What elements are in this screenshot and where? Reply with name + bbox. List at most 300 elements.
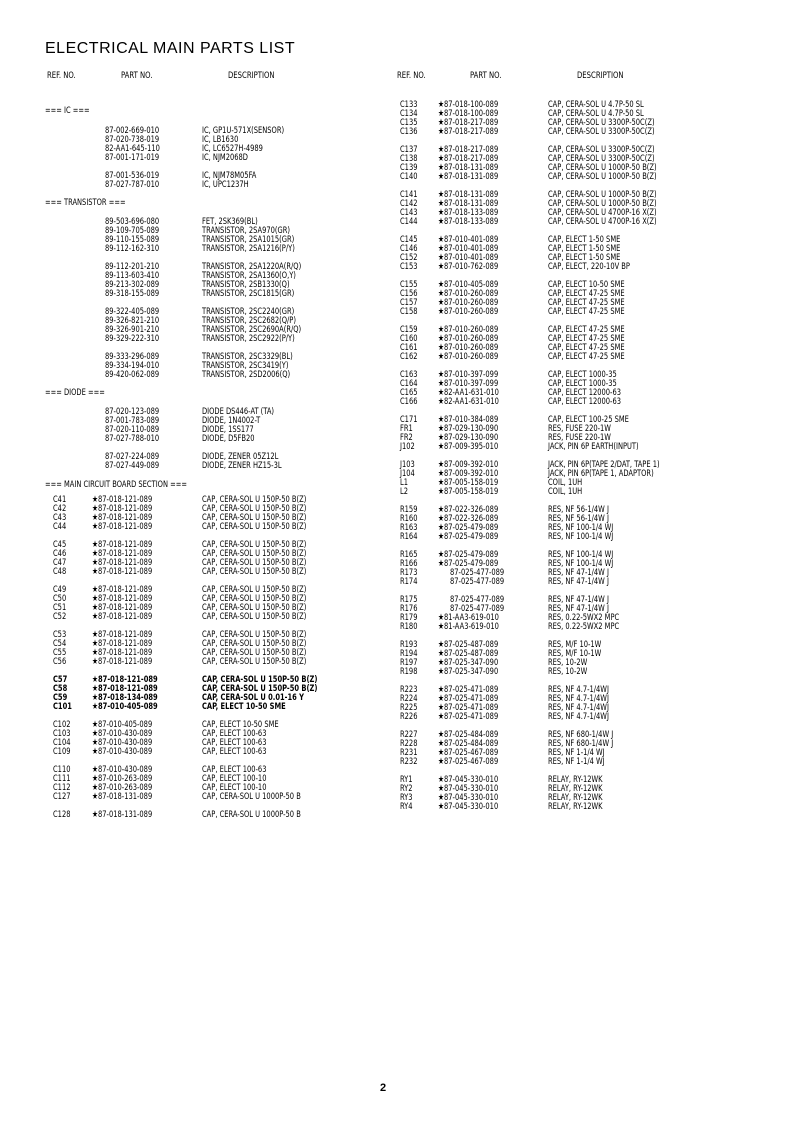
ref-no-cell: R160 xyxy=(400,514,418,524)
part-no-cell: ★87-045-330-010 xyxy=(438,793,499,803)
part-no-cell: ★87-025-467-089 xyxy=(438,757,499,767)
part-no-cell: 87-027-449-089 xyxy=(105,461,160,471)
table-row xyxy=(397,488,787,497)
ref-no-cell: R197 xyxy=(400,658,418,668)
table-row xyxy=(45,703,435,712)
description-cell: RES, NF 680-1/4W J xyxy=(548,730,614,740)
ref-no-cell: R166 xyxy=(400,559,418,569)
ref-no-cell: R165 xyxy=(400,550,418,560)
description-cell: CAP, ELECT 10-50 SME xyxy=(202,702,286,712)
part-no-cell: ★87-018-100-089 xyxy=(438,100,499,110)
part-no-cell: ★87-025-479-089 xyxy=(438,559,499,569)
part-no-cell: ★87-025-471-089 xyxy=(438,703,499,713)
description-cell: RES, NF 4.7-1/4WJ xyxy=(548,712,609,722)
description-cell: CAP, CERA-SOL U 150P-50 B(Z) xyxy=(202,639,307,649)
part-no-cell: ★87-010-405-089 xyxy=(438,280,499,290)
description-cell: TRANSISTOR, 2SA1216(P/Y) xyxy=(202,244,295,254)
part-no-cell: ★87-010-260-089 xyxy=(438,352,499,362)
description-cell: TRANSISTOR, 2SA1360(O,Y) xyxy=(202,271,296,281)
description-cell: CAP, CERA-SOL U 3300P-50C(Z) xyxy=(548,127,655,137)
ref-no-cell: R174 xyxy=(400,577,418,587)
part-no-cell: ★87-025-487-089 xyxy=(438,649,499,659)
header-description: DESCRIPTION xyxy=(228,71,275,81)
part-no-cell: ★87-018-133-089 xyxy=(438,208,499,218)
description-cell: RES, NF 1-1/4 WJ xyxy=(548,748,605,758)
part-no-cell: 89-322-405-089 xyxy=(105,307,160,317)
column-header xyxy=(45,71,435,85)
description-cell: RES, NF 1-1/4 WJ xyxy=(548,757,605,767)
table-row xyxy=(397,758,787,767)
part-no-cell: ★87-018-121-089 xyxy=(92,549,153,559)
description-cell: RES, NF 47-1/4W J xyxy=(548,595,609,605)
table-row xyxy=(397,263,787,272)
section-heading xyxy=(45,389,435,398)
part-no-cell: ★87-010-260-089 xyxy=(438,307,499,317)
part-no-cell: ★87-009-392-010 xyxy=(438,469,499,479)
part-no-cell: ★87-018-131-089 xyxy=(438,199,499,209)
description-cell: CAP, ELECT 10-50 SME xyxy=(202,720,279,730)
ref-no-cell: C103 xyxy=(53,729,71,739)
parts-rows-right xyxy=(397,85,787,812)
table-row xyxy=(397,623,787,632)
part-no-cell: ★87-010-430-089 xyxy=(92,729,153,739)
ref-no-cell: C50 xyxy=(53,594,67,604)
description-cell: CAP, ELECT 12000-63 xyxy=(548,388,622,398)
ref-no-cell: C112 xyxy=(53,783,71,793)
description-cell: CAP, CERA-SOL U 150P-50 B(Z) xyxy=(202,558,307,568)
part-no-cell: 89-326-901-210 xyxy=(105,325,160,335)
description-cell: RES, NF 47-1/4W J xyxy=(548,577,609,587)
ref-no-cell: C171 xyxy=(400,415,418,425)
ref-no-cell: C54 xyxy=(53,639,67,649)
table-row xyxy=(45,793,435,802)
part-no-cell: ★87-025-347-090 xyxy=(438,658,499,668)
description-cell: RES, FUSE 220-1W xyxy=(548,424,611,434)
part-no-cell: ★87-010-397-099 xyxy=(438,370,499,380)
ref-no-cell: R175 xyxy=(400,595,418,605)
ref-no-cell: C162 xyxy=(400,352,418,362)
ref-no-cell: C156 xyxy=(400,289,418,299)
description-cell: CAP, CERA-SOL U 4700P-16 X(Z) xyxy=(548,208,657,218)
part-no-cell: ★87-010-260-089 xyxy=(438,298,499,308)
part-no-cell: 89-318-155-089 xyxy=(105,289,160,299)
ref-no-cell: C165 xyxy=(400,388,418,398)
description-cell: CAP, ELECT 100-63 xyxy=(202,729,267,739)
ref-no-cell: C134 xyxy=(400,109,418,119)
table-row xyxy=(45,127,435,136)
parts-rows-left xyxy=(45,85,435,820)
description-cell: CAP, CERA-SOL U 150P-50 B(Z) xyxy=(202,684,318,694)
description-cell: RES, NF 47-1/4W J xyxy=(548,604,609,614)
description-cell: CAP, CERA-SOL U 4700P-16 X(Z) xyxy=(548,217,657,227)
description-cell: CAP, CERA-SOL U 1000P-50 B(Z) xyxy=(548,172,657,182)
part-no-cell: ★87-018-121-089 xyxy=(92,630,153,640)
description-cell: RELAY, RY-12WK xyxy=(548,802,603,812)
part-no-cell: ★82-AA1-631-010 xyxy=(438,397,499,407)
description-cell: COIL, 1UH xyxy=(548,487,583,497)
description-cell: CAP, CERA-SOL U 4.7P-50 SL xyxy=(548,100,644,110)
part-no-cell: 89-213-302-089 xyxy=(105,280,160,290)
description-cell: DIODE, ZENER HZ15-3L xyxy=(202,461,282,471)
part-no-cell: 89-109-705-089 xyxy=(105,226,160,236)
part-no-cell: 89-113-603-410 xyxy=(105,271,160,281)
part-no-cell: 87-001-171-019 xyxy=(105,153,160,163)
part-no-cell: ★87-018-121-089 xyxy=(92,513,153,523)
section-heading-text: === MAIN CIRCUIT BOARD SECTION === xyxy=(45,480,187,490)
description-cell: RELAY, RY-12WK xyxy=(548,775,603,785)
description-cell: CAP, CERA-SOL U 3300P-50C(Z) xyxy=(548,154,655,164)
table-row xyxy=(45,181,435,190)
description-cell: CAP, ELECT 47-25 SME xyxy=(548,343,625,353)
description-cell: RES, M/F 10-1W xyxy=(548,640,602,650)
part-no-cell: ★87-018-121-089 xyxy=(92,612,153,622)
part-no-cell: ★87-018-100-089 xyxy=(438,109,499,119)
table-row xyxy=(45,335,435,344)
description-cell: CAP, CERA-SOL U 150P-50 B(Z) xyxy=(202,657,307,667)
part-no-cell: ★87-018-217-089 xyxy=(438,154,499,164)
description-cell: CAP, ELECT 100-10 xyxy=(202,783,267,793)
section-heading-text: === DIODE === xyxy=(45,388,105,398)
description-cell: RES, M/F 10-1W xyxy=(548,649,602,659)
part-no-cell: 87-020-110-089 xyxy=(105,425,160,435)
description-cell: CAP, ELECT 1000-35 xyxy=(548,370,617,380)
description-cell: IC, LB1630 xyxy=(202,135,239,145)
description-cell: COIL, 1UH xyxy=(548,478,583,488)
part-no-cell: 87-002-669-010 xyxy=(105,126,160,136)
part-no-cell: ★87-025-347-090 xyxy=(438,667,499,677)
part-no-cell: 87-020-738-019 xyxy=(105,135,160,145)
part-no-cell: ★87-025-484-089 xyxy=(438,730,499,740)
description-cell: RES, NF 56-1/4W J xyxy=(548,505,609,515)
part-no-cell: ★87-010-263-089 xyxy=(92,774,153,784)
table-row xyxy=(397,668,787,677)
description-cell: CAP, CERA-SOL U 150P-50 B(Z) xyxy=(202,675,318,685)
description-cell: CAP, CERA-SOL U 150P-50 B(Z) xyxy=(202,612,307,622)
part-no-cell: ★87-010-260-089 xyxy=(438,325,499,335)
section-heading-text: === IC === xyxy=(45,106,90,116)
part-no-cell: ★87-025-484-089 xyxy=(438,739,499,749)
description-cell: IC, NJM78M05FA xyxy=(202,171,257,181)
part-no-cell: ★87-025-479-089 xyxy=(438,523,499,533)
description-cell: CAP, CERA-SOL U 1000P-50 B(Z) xyxy=(548,163,657,173)
description-cell: RES, NF 4.7-1/4WJ xyxy=(548,703,609,713)
description-cell: RES, NF 100-1/4 WJ xyxy=(548,523,614,533)
description-cell: CAP, CERA-SOL U 1000P-50 B xyxy=(202,792,301,802)
description-cell: TRANSISTOR, 2SC2690A(R/Q) xyxy=(202,325,302,335)
description-cell: JACK, PIN 6P EARTH(INPUT) xyxy=(548,442,639,452)
part-no-cell: ★87-018-121-089 xyxy=(92,567,153,577)
description-cell: TRANSISTOR, 2SC3419(Y) xyxy=(202,361,289,371)
ref-no-cell: C160 xyxy=(400,334,418,344)
ref-no-cell: C111 xyxy=(53,774,71,784)
part-no-cell: ★87-018-134-089 xyxy=(92,693,158,703)
table-row xyxy=(397,173,787,182)
ref-no-cell: R163 xyxy=(400,523,418,533)
ref-no-cell: C58 xyxy=(53,684,68,694)
ref-no-cell: RY2 xyxy=(400,784,413,794)
ref-no-cell: R198 xyxy=(400,667,418,677)
ref-no-cell: C153 xyxy=(400,262,418,272)
description-cell: CAP, CERA-SOL U 150P-50 B(Z) xyxy=(202,540,307,550)
table-row xyxy=(397,218,787,227)
ref-no-cell: C53 xyxy=(53,630,67,640)
page-title: ELECTRICAL MAIN PARTS LIST xyxy=(45,40,296,57)
ref-no-cell: C55 xyxy=(53,648,67,658)
part-no-cell: ★87-018-121-089 xyxy=(92,639,153,649)
ref-no-cell: C43 xyxy=(53,513,67,523)
part-no-cell: 89-112-162-310 xyxy=(105,244,160,254)
ref-no-cell: R232 xyxy=(400,757,418,767)
ref-no-cell: C56 xyxy=(53,657,67,667)
ref-no-cell: L1 xyxy=(400,478,409,488)
table-row xyxy=(397,803,787,812)
ref-no-cell: C41 xyxy=(53,495,67,505)
ref-no-cell: C135 xyxy=(400,118,418,128)
description-cell: RES, NF 100-1/4 WJ xyxy=(548,532,614,542)
description-cell: IC, LC6527H-4989 xyxy=(202,144,263,154)
ref-no-cell: FR1 xyxy=(400,424,413,434)
part-no-cell: 87-025-477-089 xyxy=(450,577,505,587)
part-no-cell: ★87-045-330-010 xyxy=(438,775,499,785)
ref-no-cell: R227 xyxy=(400,730,418,740)
ref-no-cell: R164 xyxy=(400,532,418,542)
ref-no-cell: C133 xyxy=(400,100,418,110)
ref-no-cell: C47 xyxy=(53,558,67,568)
description-cell: FET, 2SK369(BL) xyxy=(202,217,258,227)
table-row xyxy=(397,443,787,452)
part-no-cell: 89-329-222-310 xyxy=(105,334,160,344)
part-no-cell: ★87-018-131-089 xyxy=(438,163,499,173)
ref-no-cell: R194 xyxy=(400,649,418,659)
table-row xyxy=(45,613,435,622)
ref-no-cell: R159 xyxy=(400,505,418,515)
ref-no-cell: C140 xyxy=(400,172,418,182)
header-description: DESCRIPTION xyxy=(577,71,624,81)
part-no-cell: 89-110-155-089 xyxy=(105,235,160,245)
part-no-cell: ★87-010-762-089 xyxy=(438,262,499,272)
part-no-cell: ★81-AA3-619-010 xyxy=(438,622,499,632)
part-no-cell: ★87-010-405-089 xyxy=(92,720,153,730)
part-no-cell: ★87-018-121-089 xyxy=(92,504,153,514)
part-no-cell: ★87-018-121-089 xyxy=(92,648,153,658)
table-row xyxy=(397,128,787,137)
table-row xyxy=(45,245,435,254)
description-cell: JACK, PIN 6P(TAPE 1, ADAPTOR) xyxy=(548,469,654,479)
part-no-cell: ★87-018-131-089 xyxy=(438,190,499,200)
table-row xyxy=(45,811,435,820)
part-no-cell: ★87-018-121-089 xyxy=(92,684,158,694)
part-no-cell: ★87-025-479-089 xyxy=(438,550,499,560)
description-cell: DIODE, ZENER 05Z12L xyxy=(202,452,279,462)
description-cell: TRANSISTOR, 2SA970(GR) xyxy=(202,226,291,236)
ref-no-cell: C51 xyxy=(53,603,67,613)
ref-no-cell: R224 xyxy=(400,694,418,704)
part-no-cell: 82-AA1-645-110 xyxy=(105,144,160,154)
table-row xyxy=(45,568,435,577)
part-no-cell: ★87-010-405-089 xyxy=(92,702,158,712)
ref-no-cell: J102 xyxy=(400,442,415,452)
description-cell: CAP, CERA-SOL U 150P-50 B(Z) xyxy=(202,585,307,595)
description-cell: RES, 10-2W xyxy=(548,658,588,668)
table-row xyxy=(397,353,787,362)
part-no-cell: ★87-010-401-089 xyxy=(438,253,499,263)
description-cell: DIODE, D5FB20 xyxy=(202,434,255,444)
table-row xyxy=(45,658,435,667)
description-cell: DIODE, 1SS177 xyxy=(202,425,254,435)
ref-no-cell: C128 xyxy=(53,810,71,820)
part-no-cell: ★87-010-401-089 xyxy=(438,244,499,254)
part-no-cell: 89-503-696-080 xyxy=(105,217,160,227)
ref-no-cell: J104 xyxy=(400,469,415,479)
description-cell: CAP, ELECT 47-25 SME xyxy=(548,325,625,335)
ref-no-cell: C161 xyxy=(400,343,418,353)
ref-no-cell: C101 xyxy=(53,702,72,712)
ref-no-cell: R231 xyxy=(400,748,418,758)
ref-no-cell: C164 xyxy=(400,379,418,389)
part-no-cell: ★82-AA1-631-010 xyxy=(438,388,499,398)
part-no-cell: ★87-018-217-089 xyxy=(438,145,499,155)
description-cell: CAP, CERA-SOL U 150P-50 B(Z) xyxy=(202,495,307,505)
table-row xyxy=(45,154,435,163)
part-no-cell: ★87-018-121-089 xyxy=(92,675,158,685)
description-cell: CAP, CERA-SOL U 150P-50 B(Z) xyxy=(202,549,307,559)
description-cell: CAP, CERA-SOL U 1000P-50 B xyxy=(202,810,301,820)
part-no-cell: 89-420-062-089 xyxy=(105,370,160,380)
part-no-cell: ★87-018-121-089 xyxy=(92,585,153,595)
description-cell: CAP, ELECT 1000-35 xyxy=(548,379,617,389)
description-cell: TRANSISTOR, 2SD2006(Q) xyxy=(202,370,291,380)
ref-no-cell: C146 xyxy=(400,244,418,254)
description-cell: TRANSISTOR, 2SA1015(GR) xyxy=(202,235,295,245)
ref-no-cell: C137 xyxy=(400,145,418,155)
header-ref-no: REF. NO. xyxy=(47,71,76,81)
ref-no-cell: C44 xyxy=(53,522,67,532)
part-no-cell: ★87-022-326-089 xyxy=(438,514,499,524)
description-cell: JACK, PIN 6P(TAPE 2/DAT, TAPE 1) xyxy=(548,460,660,470)
table-row xyxy=(45,523,435,532)
part-no-cell: ★87-045-330-010 xyxy=(438,802,499,812)
ref-no-cell: C143 xyxy=(400,208,418,218)
description-cell: TRANSISTOR, 2SC2922(P/Y) xyxy=(202,334,295,344)
part-no-cell: ★87-022-326-089 xyxy=(438,505,499,515)
ref-no-cell: C127 xyxy=(53,792,71,802)
description-cell: RES, NF 100-1/4 WJ xyxy=(548,559,614,569)
part-no-cell: ★87-018-217-089 xyxy=(438,118,499,128)
description-cell: TRANSISTOR, 2SA1220A(R/Q) xyxy=(202,262,302,272)
part-no-cell: ★87-018-121-089 xyxy=(92,495,153,505)
part-no-cell: ★87-018-133-089 xyxy=(438,217,499,227)
description-cell: CAP, ELECT 47-25 SME xyxy=(548,352,625,362)
part-no-cell: ★87-018-131-089 xyxy=(438,172,499,182)
ref-no-cell: R223 xyxy=(400,685,418,695)
ref-no-cell: RY1 xyxy=(400,775,413,785)
header-part-no: PART NO. xyxy=(121,71,153,81)
part-no-cell: ★87-018-121-089 xyxy=(92,603,153,613)
description-cell: RES, 0.22-5WX2 MPC xyxy=(548,622,620,632)
ref-no-cell: C152 xyxy=(400,253,418,263)
table-row xyxy=(397,398,787,407)
description-cell: RES, NF 680-1/4W J xyxy=(548,739,614,749)
part-no-cell: ★87-010-263-089 xyxy=(92,783,153,793)
part-no-cell: ★81-AA3-619-010 xyxy=(438,613,499,623)
description-cell: TRANSISTOR, 2SC2682(Q/P) xyxy=(202,316,296,326)
part-no-cell: ★87-010-430-089 xyxy=(92,765,153,775)
part-no-cell: ★87-029-130-090 xyxy=(438,424,499,434)
ref-no-cell: C155 xyxy=(400,280,418,290)
description-cell: RES, 10-2W xyxy=(548,667,588,677)
ref-no-cell: C141 xyxy=(400,190,418,200)
ref-no-cell: C136 xyxy=(400,127,418,137)
description-cell: CAP, ELECT 100-25 SME xyxy=(548,415,629,425)
table-row xyxy=(397,578,787,587)
ref-no-cell: C157 xyxy=(400,298,418,308)
description-cell: DIODE, 1N4002-T xyxy=(202,416,261,426)
description-cell: RES, NF 4.7-1/4WJ xyxy=(548,694,609,704)
part-no-cell: ★87-018-121-089 xyxy=(92,540,153,550)
description-cell: CAP, CERA-SOL U 150P-50 B(Z) xyxy=(202,567,307,577)
table-row xyxy=(45,290,435,299)
ref-no-cell: C145 xyxy=(400,235,418,245)
description-cell: IC, UPC1237H xyxy=(202,180,249,190)
description-cell: RELAY, RY-12WK xyxy=(548,784,603,794)
description-cell: DIODE DS446-AT (TA) xyxy=(202,407,275,417)
part-no-cell: 87-025-477-089 xyxy=(450,604,505,614)
ref-no-cell: C49 xyxy=(53,585,67,595)
part-no-cell: ★87-005-158-019 xyxy=(438,487,499,497)
part-no-cell: ★87-018-121-089 xyxy=(92,522,153,532)
part-no-cell: ★87-010-430-089 xyxy=(92,747,153,757)
ref-no-cell: C144 xyxy=(400,217,418,227)
header-ref-no: REF. NO. xyxy=(397,71,426,81)
part-no-cell: 89-334-194-010 xyxy=(105,361,160,371)
part-no-cell: ★87-018-121-089 xyxy=(92,594,153,604)
part-no-cell: ★87-010-384-089 xyxy=(438,415,499,425)
description-cell: TRANSISTOR, 2SC3329(BL) xyxy=(202,352,293,362)
part-no-cell: ★87-045-330-010 xyxy=(438,784,499,794)
section-heading-text: === TRANSISTOR === xyxy=(45,198,126,208)
description-cell: RES, NF 4.7-1/4WJ xyxy=(548,685,609,695)
description-cell: CAP, CERA-SOL U 150P-50 B(Z) xyxy=(202,513,307,523)
ref-no-cell: R226 xyxy=(400,712,418,722)
description-cell: RELAY, RY-12WK xyxy=(548,793,603,803)
part-no-cell: ★87-005-158-019 xyxy=(438,478,499,488)
description-cell: CAP, ELECT 47-25 SME xyxy=(548,307,625,317)
ref-no-cell: RY3 xyxy=(400,793,413,803)
group-spacer xyxy=(45,85,435,107)
part-no-cell: 87-027-224-089 xyxy=(105,452,160,462)
part-no-cell: ★87-009-392-010 xyxy=(438,460,499,470)
ref-no-cell: C166 xyxy=(400,397,418,407)
part-no-cell: ★87-010-260-089 xyxy=(438,343,499,353)
part-no-cell: 87-020-123-089 xyxy=(105,407,160,417)
ref-no-cell: C46 xyxy=(53,549,67,559)
ref-no-cell: FR2 xyxy=(400,433,413,443)
ref-no-cell: R179 xyxy=(400,613,418,623)
ref-no-cell: C104 xyxy=(53,738,71,748)
ref-no-cell: L2 xyxy=(400,487,409,497)
part-no-cell: ★87-018-131-089 xyxy=(92,792,153,802)
ref-no-cell: R176 xyxy=(400,604,418,614)
table-row xyxy=(397,533,787,542)
ref-no-cell: C102 xyxy=(53,720,71,730)
part-no-cell: ★87-018-131-089 xyxy=(92,810,153,820)
part-no-cell: 89-326-821-210 xyxy=(105,316,160,326)
ref-no-cell: R228 xyxy=(400,739,418,749)
ref-no-cell: C163 xyxy=(400,370,418,380)
part-no-cell: ★87-010-397-099 xyxy=(438,379,499,389)
description-cell: CAP, CERA-SOL U 3300P-50C(Z) xyxy=(548,118,655,128)
part-no-cell: ★87-025-467-089 xyxy=(438,748,499,758)
